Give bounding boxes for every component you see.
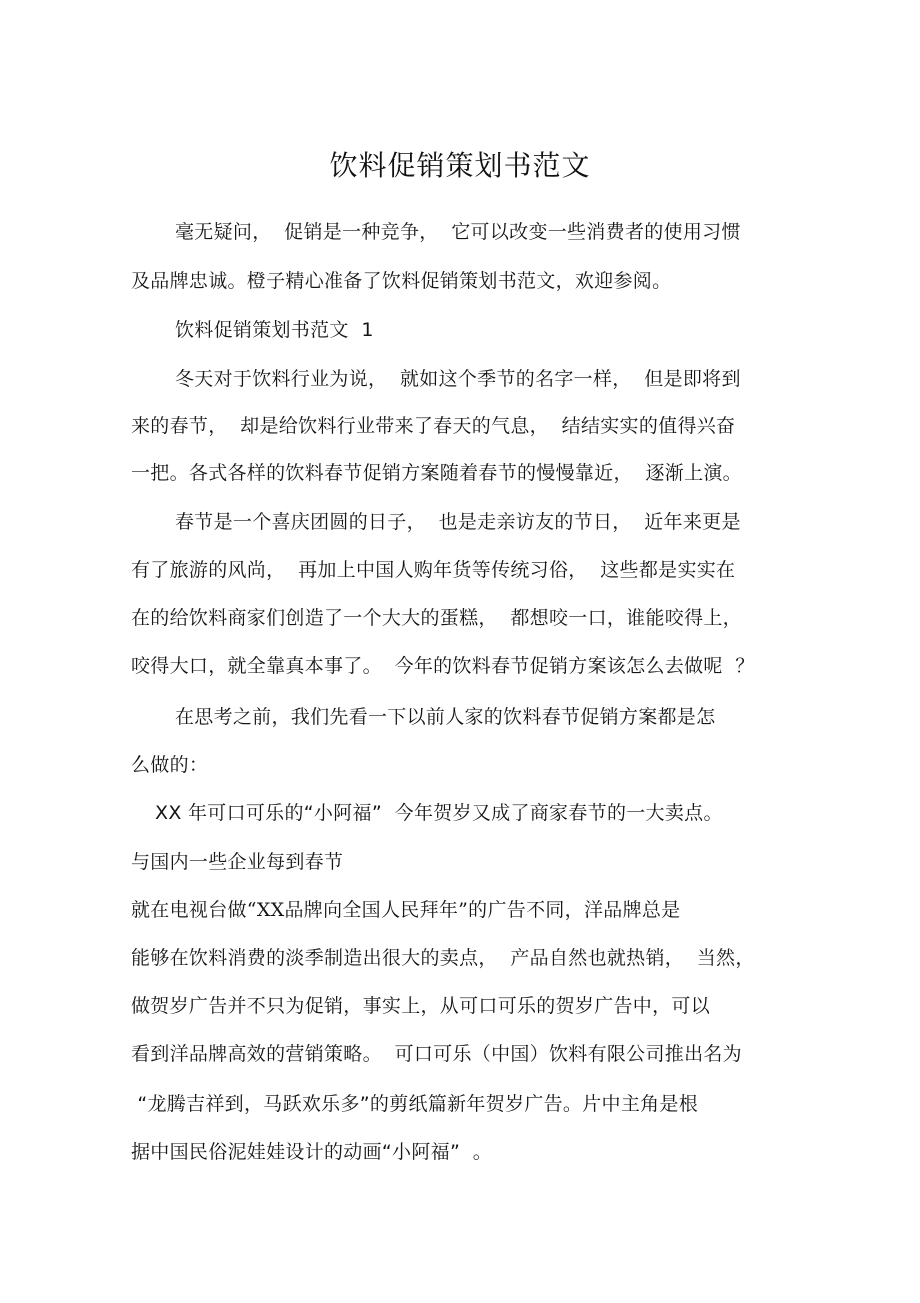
document-title: 饮料促销策划书范文 (329, 149, 591, 182)
paragraph-line: 毫无疑问， 促销是一种竞争， 它可以改变一些消费者的使用习惯 (175, 221, 741, 243)
paragraph-line: 就在电视台做“XX品牌向全国人民拜年”的广告不同，洋品牌总是 (131, 899, 681, 921)
paragraph-line: 据中国民俗泥娃娃设计的动画“小阿福” 。 (131, 1141, 493, 1163)
paragraph-line: 做贺岁广告并不只为促销，事实上，从可口可乐的贺岁广告中，可以 (131, 995, 711, 1017)
paragraph-line: 么做的： (131, 754, 209, 776)
paragraph-line: 在的给饮料商家们创造了一个大大的蛋糕， 都想咬一口，谁能咬得上， (131, 607, 742, 629)
paragraph-line: 来的春节， 却是给饮料行业带来了春天的气息， 结结实实的值得兴奋 (131, 415, 736, 437)
paragraph-line: 及品牌忠诚。橙子精心准备了饮料促销策划书范文，欢迎参阅。 (131, 270, 672, 292)
section-heading: 饮料促销策划书范文 1 (175, 319, 374, 341)
paragraph-line: 冬天对于饮料行业为说， 就如这个季节的名字一样， 但是即将到 (175, 368, 741, 390)
paragraph-line: 有了旅游的风尚， 再加上中国人购年货等传统习俗， 这些都是实实在 (131, 559, 736, 581)
paragraph-line: “龙腾吉祥到，马跃欢乐多”的剪纸篇新年贺岁广告。片中主角是根 (131, 1093, 699, 1115)
paragraph-line: 看到洋品牌高效的营销策略。 可口可乐（中国）饮料有限公司推出名为 (131, 1043, 742, 1065)
paragraph-line: 一把。各式各样的饮料春节促销方案随着春节的慢慢靠近， 逐渐上演。 (131, 462, 742, 484)
paragraph-line: 春节是一个喜庆团圆的日子， 也是走亲访友的节日， 近年来更是 (175, 511, 741, 533)
paragraph-line: 能够在饮料消费的淡季制造出很大的卖点， 产品自然也就热销， 当然， (131, 947, 755, 969)
paragraph-line: XX 年可口可乐的“小阿福” 今年贺岁又成了商家春节的一大卖点。 (155, 802, 723, 824)
paragraph-line: 在思考之前，我们先看一下以前人家的饮料春节促销方案都是怎 (175, 706, 716, 728)
paragraph-line: 咬得大口，就全靠真本事了。 今年的饮料春节促销方案该怎么去做呢 ？ (131, 655, 755, 677)
paragraph-line: 与国内一些企业每到春节 (131, 851, 344, 873)
